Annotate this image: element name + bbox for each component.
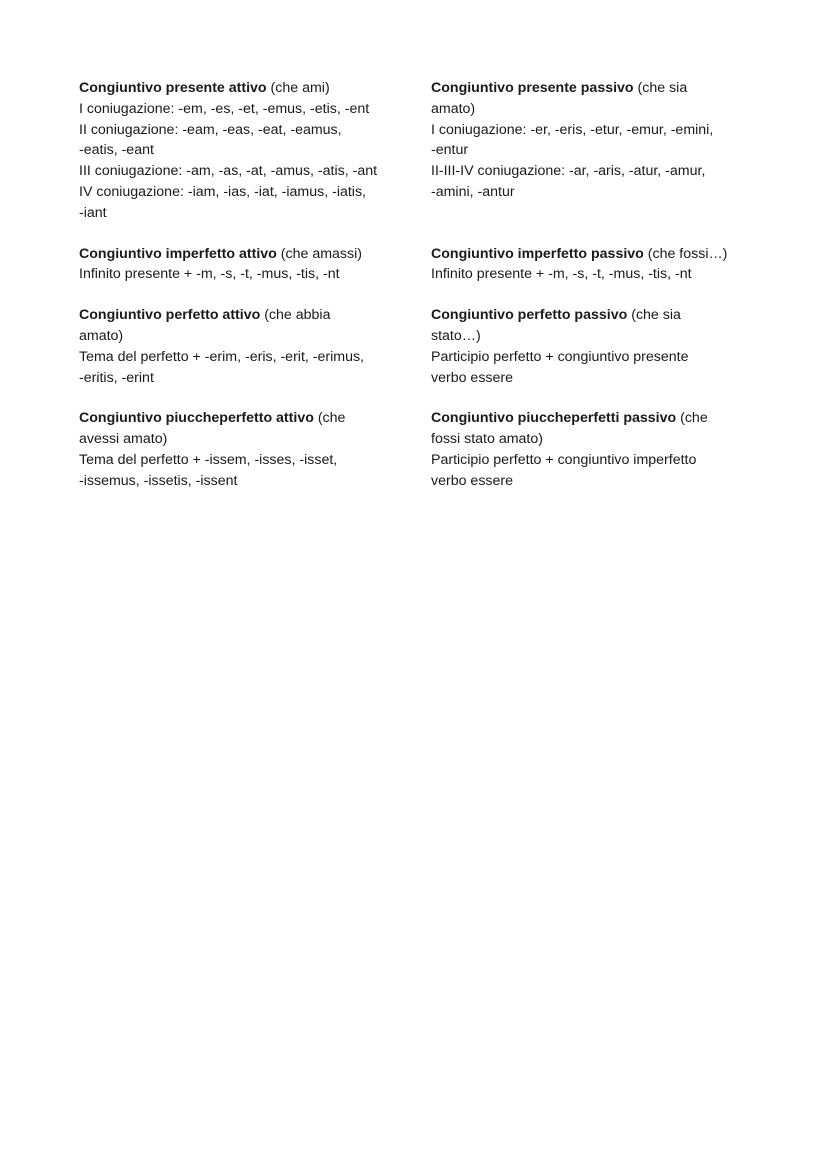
text-line: amato) xyxy=(431,100,476,117)
text-line: II-III-IV coniugazione: -ar, -aris, -atur, -amur, xyxy=(431,163,706,180)
text-line: -iant xyxy=(79,204,107,221)
section-heading xyxy=(79,408,409,429)
section-heading xyxy=(431,408,761,429)
text-line: Infinito presente + -m, -s, -t, -mus, -tis, -nt xyxy=(79,266,340,283)
section-heading xyxy=(431,78,761,99)
heading-bold: Congiuntivo presente attivo xyxy=(79,80,267,96)
section-perfetto-attivo xyxy=(79,305,409,388)
heading-bold: Congiuntivo perfetto attivo xyxy=(79,307,261,324)
text-line: Participio perfetto + congiuntivo presente xyxy=(431,348,689,365)
text-line: Infinito presente + -m, -s, -t, -mus, -tis, -nt xyxy=(431,266,692,283)
text-line: III coniugazione: -am, -as, -at, -amus, -atis, -ant xyxy=(79,163,378,180)
section-piuccheperfetto-attivo xyxy=(79,408,409,491)
section-heading xyxy=(79,78,409,99)
text-line: verbo essere xyxy=(431,472,514,489)
text-line: II coniugazione: -eam, -eas, -eat, -eamus, xyxy=(79,121,342,138)
section-piuccheperfetti-passivo xyxy=(431,408,761,491)
heading-note: (che sia xyxy=(627,307,681,324)
text-line: Tema del perfetto + -erim, -eris, -erit, -erimus, xyxy=(79,348,365,365)
section-presente-passivo xyxy=(431,78,761,224)
text-line: verbo essere xyxy=(431,369,514,386)
text-line: stato…) xyxy=(431,327,481,344)
section-heading xyxy=(431,305,761,326)
heading-note: (che xyxy=(676,410,708,427)
heading-note: (che abbia xyxy=(260,307,331,324)
text-line: avessi amato) xyxy=(79,431,168,448)
text-line: fossi stato amato) xyxy=(431,431,543,448)
section-presente-attivo xyxy=(79,78,409,224)
section-heading xyxy=(431,244,761,265)
heading-note: (che ami) xyxy=(266,80,330,96)
text-line: -eritis, -erint xyxy=(79,369,154,386)
heading-note: (che xyxy=(313,410,346,427)
text-line: IV coniugazione: -iam, -ias, -iat, -iamus, -iatis, xyxy=(79,183,366,200)
text-line: Tema del perfetto + -issem, -isses, -isset, xyxy=(79,451,338,468)
text-line: I coniugazione: -em, -es, -et, -emus, -etis, -ent xyxy=(79,100,370,117)
heading-note: (che sia xyxy=(633,80,688,96)
left-column xyxy=(79,78,409,512)
section-imperfetto-passivo xyxy=(431,244,761,286)
text-line: -eatis, -eant xyxy=(79,142,154,159)
section-heading xyxy=(79,305,409,326)
heading-bold: Congiuntivo imperfetto attivo xyxy=(79,245,277,262)
heading-bold: Congiuntivo piuccheperfetto attivo xyxy=(79,410,314,427)
text-line: -entur xyxy=(431,142,469,159)
blank-line xyxy=(431,203,761,224)
text-line: I coniugazione: -er, -eris, -etur, -emur, -emini, xyxy=(431,121,714,138)
section-imperfetto-attivo xyxy=(79,244,409,286)
heading-bold: Congiuntivo perfetto passivo xyxy=(431,307,628,324)
heading-bold: Congiuntivo piuccheperfetti passivo xyxy=(431,410,677,427)
text-line: amato) xyxy=(79,327,124,344)
text-line: -amini, -antur xyxy=(431,183,515,200)
heading-note: (che amassi) xyxy=(276,245,362,262)
heading-bold: Congiuntivo imperfetto passivo xyxy=(431,245,644,262)
right-column xyxy=(431,78,761,512)
text-line: Participio perfetto + congiuntivo imperfetto xyxy=(431,451,697,468)
section-perfetto-passivo xyxy=(431,305,761,388)
heading-bold: Congiuntivo presente passivo xyxy=(431,80,634,96)
text-line: -issemus, -issetis, -issent xyxy=(79,472,238,489)
section-heading xyxy=(79,244,409,265)
heading-note: (che fossi…) xyxy=(643,245,728,262)
